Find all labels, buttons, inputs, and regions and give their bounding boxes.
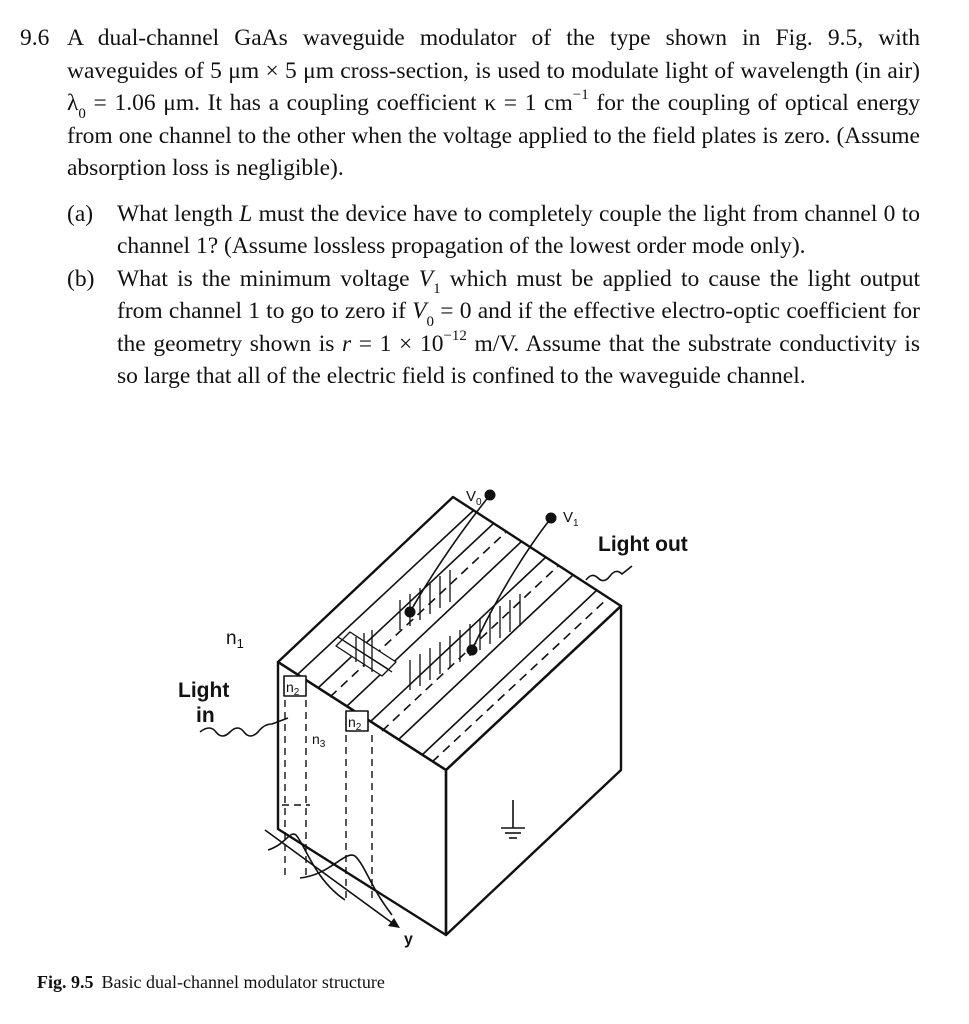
n3-label: $n_3$ [312,731,326,750]
part-a-text: What length L must the device have to completely couple the light from channel 0 to channel 1? (Assume lossless propagation of the lowest order mode only). [117,200,920,259]
y-axis [265,830,395,925]
contact-v0-plate [406,608,415,617]
contact-v1-terminal [547,514,556,523]
v0-label: $V_0$ [466,488,482,508]
contact-v1-plate [468,646,477,655]
n1-label: $n_1$ [226,628,244,651]
problem-9-6 [20,22,920,393]
y-axis-arrowhead [388,918,400,928]
light-in-label-1: Light [178,679,230,702]
light-out-arrow [586,566,632,581]
part-a [67,198,920,263]
light-out-label: Light out [598,533,688,556]
ground-symbol [501,800,525,838]
mode-profile-0 [268,834,345,900]
part-a-label: (a) [67,200,94,227]
box-front-face [278,662,446,935]
electrode-plate-1 [410,594,520,690]
v1-label: $V_1$ [563,509,579,529]
n2b-label: $n_2$ [348,714,362,733]
contact-v0-terminal [486,491,495,500]
n2a-label: $n_2$ [286,679,300,698]
part-b-text: What is the minimum voltage $V_1$ which must be applied to cause the light output from channel 1 to go to zero if $V_0 = 0$ and if the effective electro-optic coefficient for the geometry shown is $r = 1 \times 10^{-12}$ m/V. Assume that the substrate conductivity is so large that all of the electric field is confined to the waveguide channel. [117,265,921,389]
part-b-label: (b) [67,265,95,292]
part-b [67,263,920,393]
top-strip-lines [298,510,597,755]
modulator-diagram [170,485,730,955]
y-axis-label: y [404,931,413,948]
figure-caption: Fig. 9.5 Basic dual-channel modulator structure [37,972,385,992]
problem-number: 9.6 [20,25,50,51]
problem-intro: A dual-channel GaAs waveguide modulator of the type shown in Fig. 9.5, with waveguides of 5 μm × 5 μm cross-section, is used to modulate light of wavelength (in air) $\lambda_0 = 1.06$ μm. It has a coupling coefficient κ = 1 $cm^{-1}$ for the coupling of optical energy from one channel to the other when the voltage applied to the field plates is zero. (Assume absorption loss is negligible). [67,25,920,181]
figure-9-5 [170,485,730,955]
light-in-label-2: in [196,704,215,727]
